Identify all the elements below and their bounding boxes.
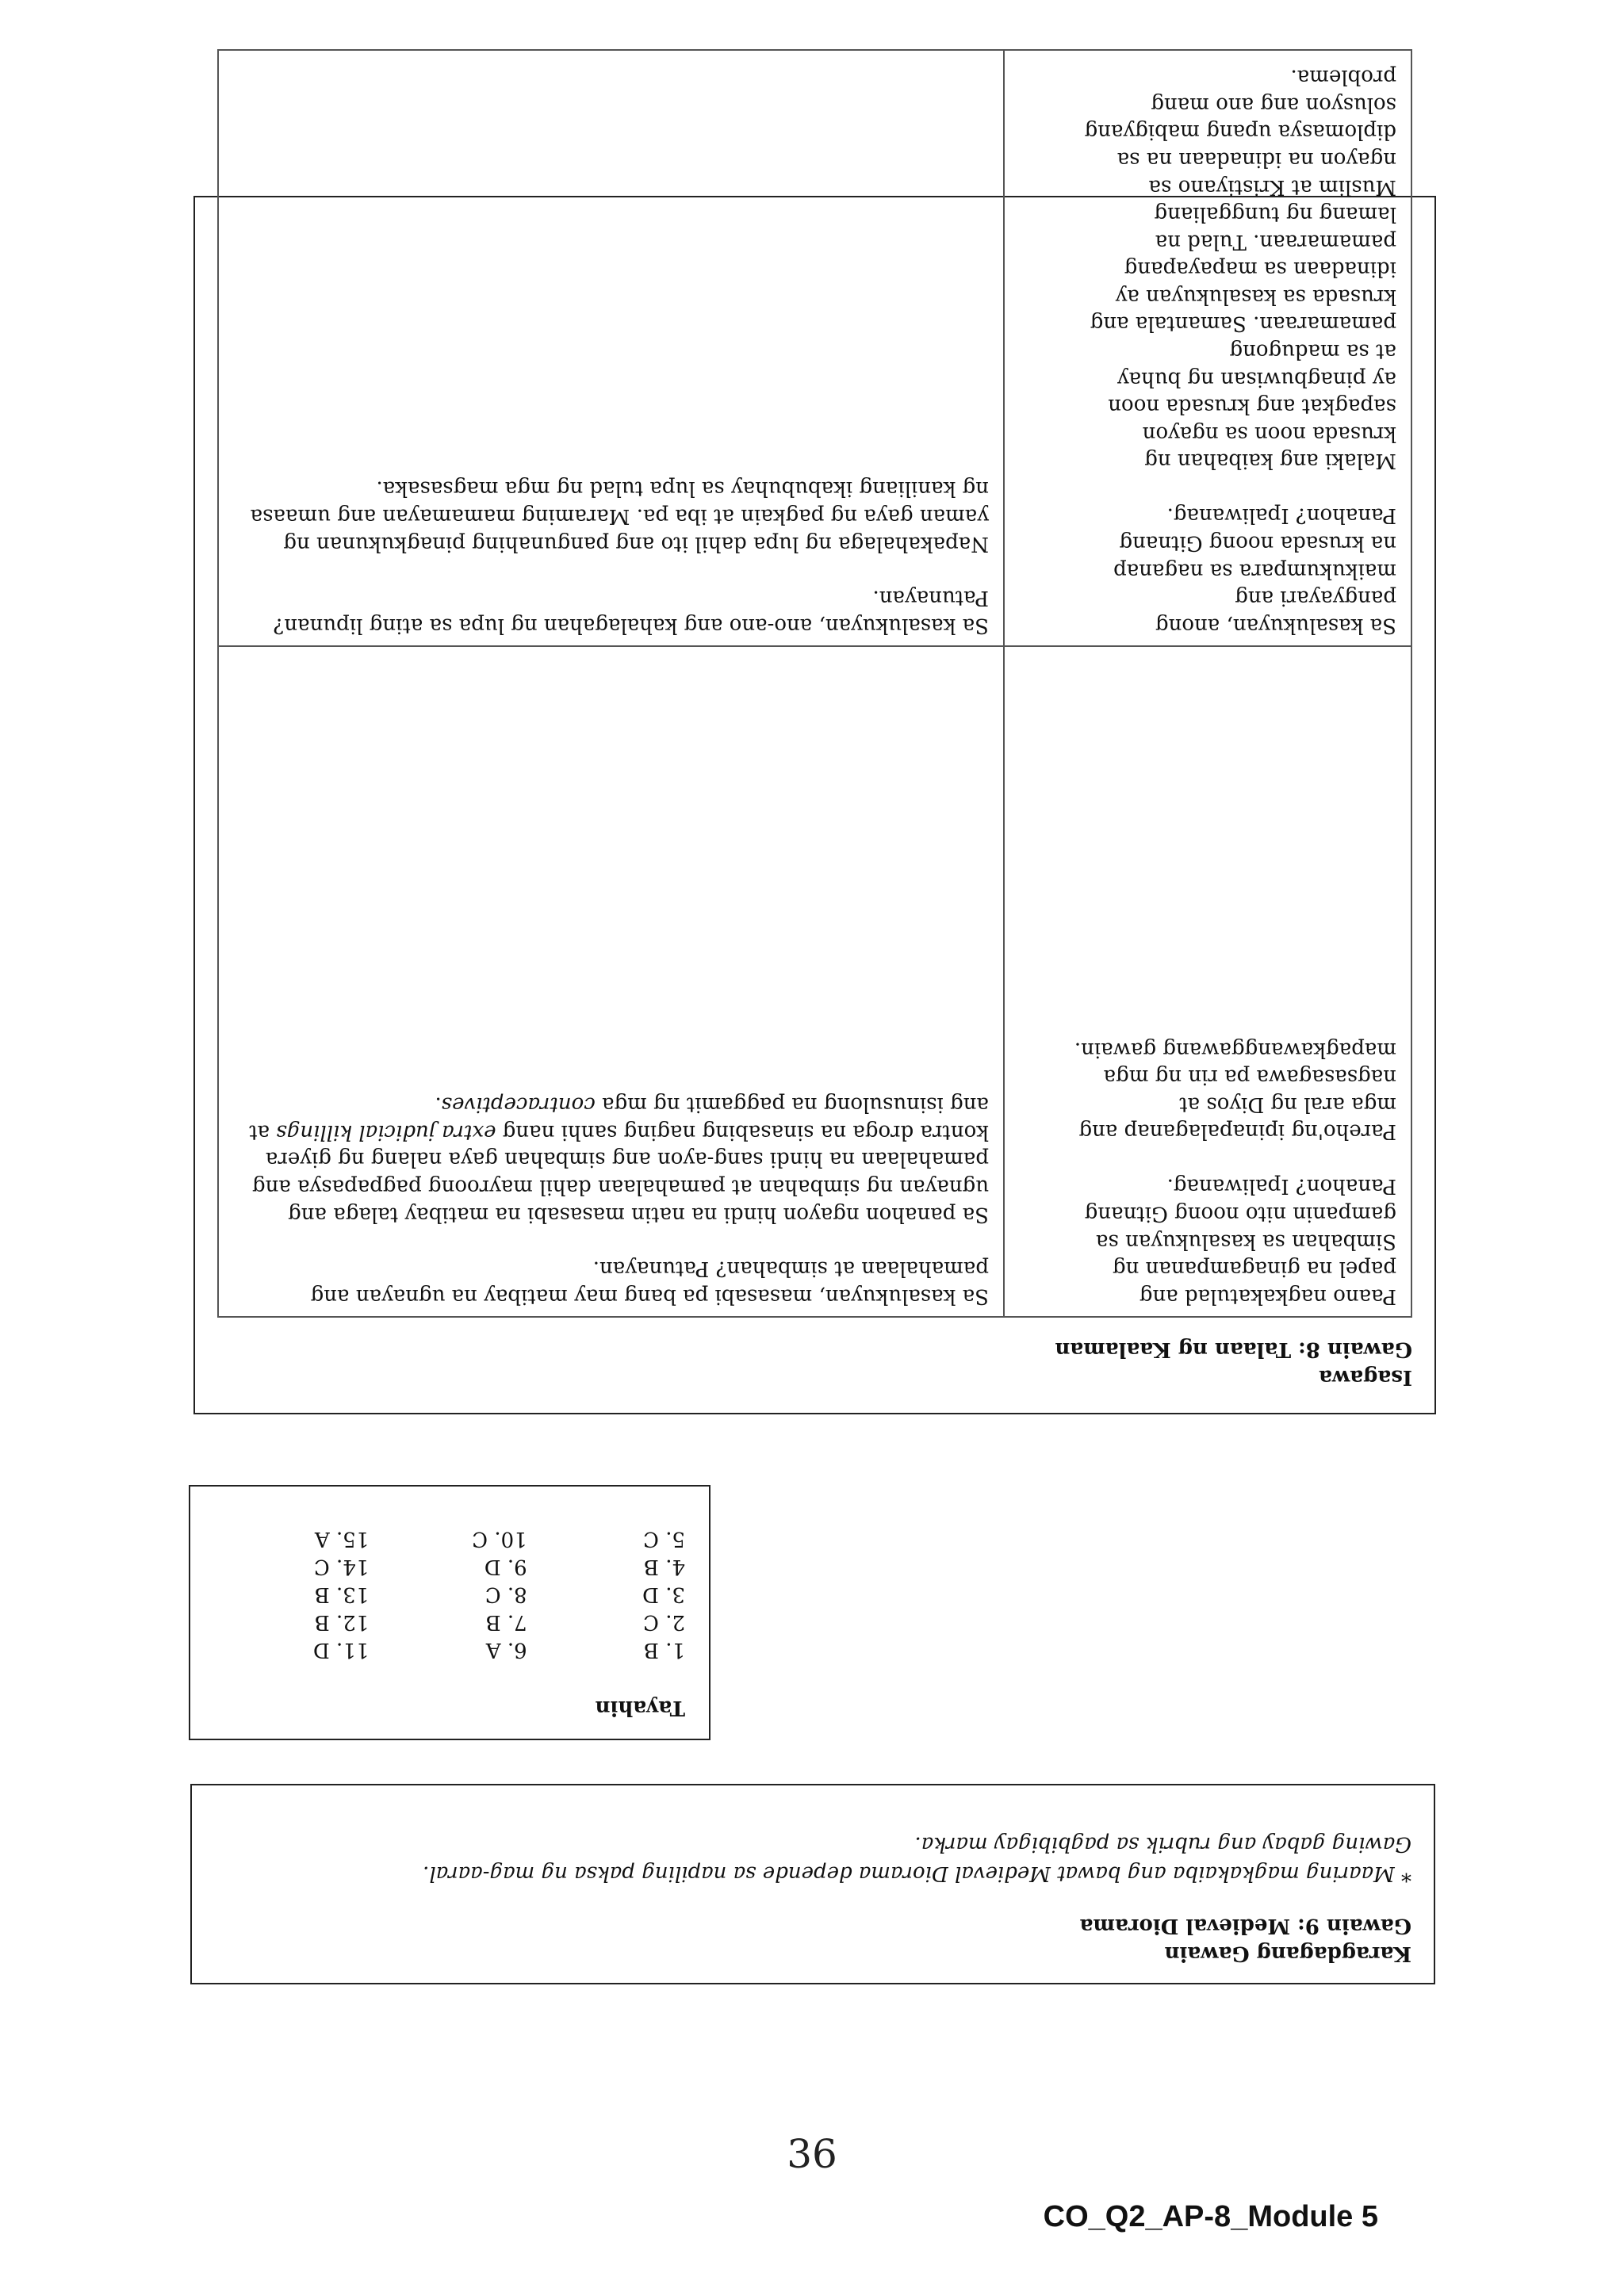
karagdagan-label: Karagdagang Gawain (1164, 1942, 1411, 1965)
answer-key-item: 8. C (485, 1582, 527, 1606)
answer-key-item: 11. D (312, 1637, 370, 1662)
answer-question-text: Sa kasalukuyan, masasabi pa bang may matibay na ugnayan ang pamahalaan at simbahan? Patunayan. (310, 1257, 989, 1308)
answer-text (230, 1091, 989, 1228)
gawain-9-title: Gawain 9: Medieval Diorama (1079, 1913, 1411, 1938)
tayahin-section (189, 1485, 710, 1740)
answer-cell (218, 646, 1004, 1317)
answer-key-item: 1. B (643, 1637, 685, 1662)
tayahin-title: Tayahin (595, 1696, 685, 1720)
answer-key-item: 5. C (643, 1526, 685, 1551)
answer-key-item: 3. D (642, 1582, 685, 1606)
isagawa-section (193, 65, 1436, 1414)
answer-key-item: 7. B (485, 1609, 527, 1634)
question-text: Sa kasalukuyan, anong pangyayari ang maikukumpara sa naganap na krusada noong Gitnang Panahon? Ipaliwanag. Malaki ang kaibahan ng krusada noon sa ngayon sapagkat ang krusada noon ay pinagbuwisan ng buhay at sa madugong pamamaraan. Samantala ang krusada sa kasalukuyan ay idinadaan sa mapayapang pamamaraan. Tulad na lamang ng tunggaliang Muslim at Kristiyano sa ngayon na idinadaan na sa diplomasya upang mabigyang solusyon ang ano mang problema. (1084, 65, 1396, 637)
table-row (218, 646, 1411, 1317)
answer-key-item: 12. B (314, 1609, 370, 1634)
isagawa-label: Isagawa (1319, 1365, 1412, 1389)
karagdagang-gawain-section (190, 1784, 1435, 1984)
answer-key-item: 2. C (643, 1609, 685, 1634)
page-number: 36 (787, 2131, 837, 2177)
answer-key-grid (211, 1524, 685, 1663)
answer-text-part: . (435, 1093, 442, 1117)
talaan-table (217, 49, 1412, 1318)
answer-text-part: Sa panahon ngayon hindi na natin masasabi na matibay talaga ang ugnayan ng simbahan at pamahalaan dahil mayroong pagpapasya ang pamahalaan na hindi sang-ayon ang simbahan gaya nalang ng giyera kontra droga na sinasabing naging sanhi nang (251, 1119, 989, 1226)
answer-key-column (211, 1524, 369, 1663)
gawain-8-title: Gawain 8: Talaan ng Kaalaman (1055, 1337, 1412, 1361)
answer-key-item: 4. B (643, 1554, 685, 1578)
question-cell (1004, 646, 1411, 1317)
question-cell (1004, 50, 1411, 646)
module-code-footer: CO_Q2_AP-8_Module 5 (1043, 2200, 1378, 2233)
rubric-note: Gawing gabay ang rubrik sa pagbibigay marka. (914, 1832, 1411, 1857)
answer-key-item: 10. C (472, 1526, 527, 1551)
answer-key-column (527, 1524, 685, 1663)
answer-italic-term: extra judicial killings (276, 1119, 496, 1144)
question-text: Paano nagkakatulad ang papel na ginagampanan ng Simbahan sa kasalukuyan sa gampanin nito noong Gitnang Panahon? Ipaliwanag. Pareho'ng ipinapalaganap ang mga aral ng Diyos at nagsasagawa pa rin ng mga mapagkawanggawang gawain. (1074, 1037, 1396, 1308)
answer-key-item: 14. C (313, 1554, 370, 1578)
table-row (218, 50, 1411, 646)
answer-question-text: Sa kasalukuyan, ano-ano ang kahalagahan ng lupa sa ating lipunan? Patunayan. (273, 586, 989, 637)
rubric-note: * Maaring magkakaiba ang bawat Medieval Diorama depende sa napiling paksa ng mag-aaral. (423, 1861, 1411, 1885)
answer-key-item: 13. B (314, 1582, 370, 1606)
answer-key-item: 9. D (484, 1554, 527, 1578)
answer-cell (218, 50, 1004, 646)
answer-text-part: at ang isinusulong na paggamit ng mga (249, 1093, 989, 1144)
answer-key-item: 6. A (485, 1637, 527, 1662)
answer-key-column (369, 1524, 527, 1663)
answer-key-item: 15. A (314, 1526, 370, 1551)
answer-italic-term: contraceptives (441, 1093, 596, 1117)
answer-text: Napakahalaga ng lupa dahil ito ang pangunahing pinagkukunan ng yaman gaya ng pagkain at iba pa. Maraming mamamayan ang umaasa ng kaniliang ikabubuhay sa lupa tulad ng mga magsasaka. (250, 476, 989, 556)
